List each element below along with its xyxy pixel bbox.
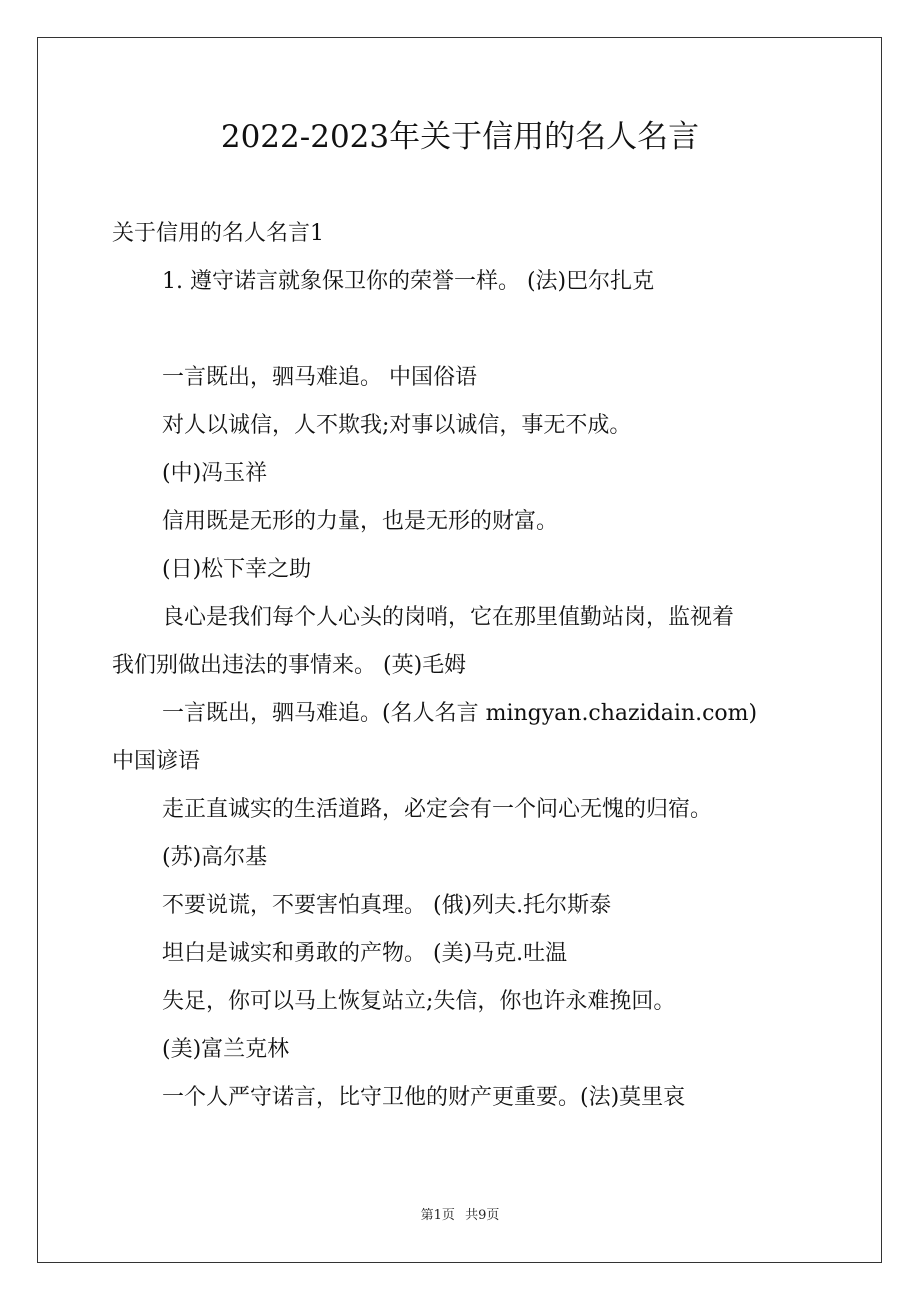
quote-line: 1. 遵守诺言就象保卫你的荣誉一样。 (法)巴尔扎克 — [162, 269, 655, 294]
quote-line: 坦白是诚实和勇敢的产物。 (美)马克.吐温 — [162, 941, 568, 966]
page-total: 共9页 — [465, 1208, 500, 1223]
quote-line: 一个人严守诺言，比守卫他的财产更重要。(法)莫里哀 — [162, 1085, 686, 1110]
quote-attribution: (美)富兰克林 — [162, 1037, 290, 1062]
quote-line: 失足，你可以马上恢复站立;失信，你也许永难挽回。 — [162, 989, 676, 1014]
quote-line-continued: 我们别做出违法的事情来。 (英)毛姆 — [112, 653, 467, 678]
document-title: 2022-2023年关于信用的名人名言 — [220, 119, 700, 155]
quote-line: 一言既出，驷马难追。(名人名言 mingyan.chazidain.com) — [162, 701, 758, 726]
quote-attribution: (中)冯玉祥 — [162, 461, 268, 486]
quote-line: 一言既出，驷马难追。 中国俗语 — [162, 365, 477, 390]
quote-line: 信用既是无形的力量，也是无形的财富。 — [162, 509, 559, 534]
quote-line: 走正直诚实的生活道路，必定会有一个问心无愧的归宿。 — [162, 797, 713, 822]
quote-line: 对人以诚信，人不欺我;对事以诚信，事无不成。 — [162, 413, 632, 438]
quote-line: 不要说谎，不要害怕真理。 (俄)列夫.托尔斯泰 — [162, 893, 612, 918]
quote-line-continued: 中国谚语 — [112, 749, 201, 774]
quote-line: 良心是我们每个人心头的岗哨，它在那里值勤站岗，监视着 — [162, 605, 735, 630]
quote-attribution: (日)松下幸之助 — [162, 557, 312, 582]
section-heading: 关于信用的名人名言1 — [112, 221, 324, 246]
page-number: 第1页 — [420, 1208, 455, 1223]
page-footer — [0, 1206, 920, 1226]
quote-attribution: (苏)高尔基 — [162, 845, 268, 870]
